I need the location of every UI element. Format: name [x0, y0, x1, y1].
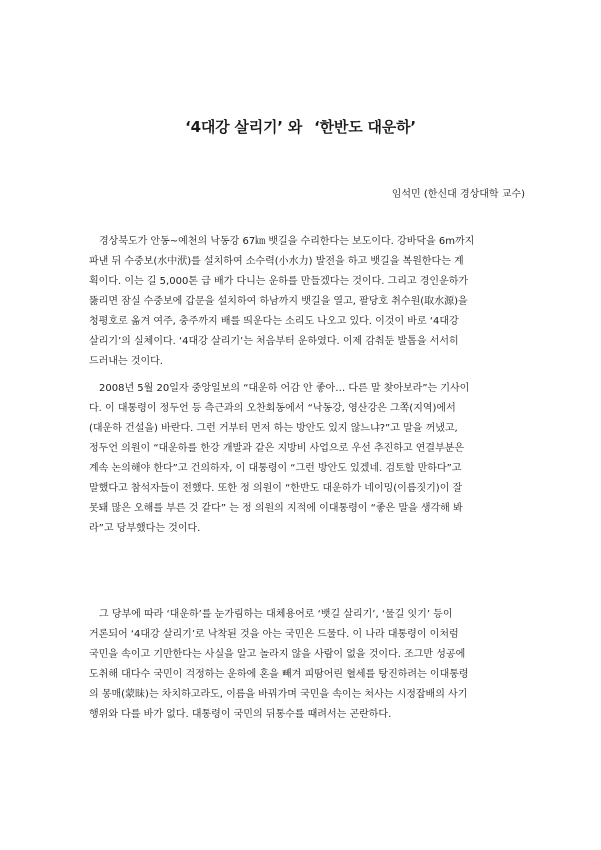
paragraph-line: 2008년 5월 20일자 중앙일보의 “대운하 어감 안 좋아… 다른 말 찾아보라”는 기사이: [99, 383, 470, 394]
paragraph-line: 행위와 다를 바가 없다. 대통령이 국민의 뒤통수를 때려서는 곤란하다.: [89, 709, 392, 720]
paragraph-line: 다. 이 대통령이 정두언 등 측근과의 오찬회동에서 “낙동강, 영산강은 그쪽(지역)에서: [89, 403, 456, 414]
paragraph-line: 거론되어 ‘4대강 살리기’로 낙착된 것을 아는 국민은 드물다. 이 나라 대통령이 이처럼: [89, 629, 459, 640]
paragraph-line: 드러내는 것이다.: [89, 356, 163, 367]
paragraph-line: 그 당부에 따라 ‘대운하’를 눈가림하는 대체용어로 ‘뱃길 살리기’, ‘물길 잇기’ 등이: [99, 609, 453, 620]
page-title: [0, 116, 601, 137]
author-byline: 임석민 (한신대 경상대학 교수): [391, 189, 525, 200]
paragraph-line: 라”고 당부했다는 것이다.: [89, 523, 201, 534]
paragraph-1: [89, 232, 514, 372]
paragraph-line: 도취해 대다수 국민이 걱정하는 운하에 혼을 빼겨 피땀어린 혈세를 탕진하려는 이대통령: [89, 669, 469, 680]
paragraph-line: 정두언 의원이 “대운하를 한강 개발과 같은 지방비 사업으로 우선 추진하고 연결부분은: [89, 443, 465, 454]
paragraph-line: 살리기’의 실체이다. ‘4대강 살리기’는 처음부터 운하였다. 이제 감춰둔 발톱을 서서히: [89, 336, 459, 347]
paragraph-3: [89, 605, 514, 725]
paragraph-line: 못돼 많은 오해를 부른 것 같다” 는 정 의원의 지적에 이대통령이 “좋은 말을 생각해 봐: [89, 503, 463, 514]
paragraph-line: 청평호로 옮겨 여주, 충주까지 배를 띄운다는 소리도 나오고 있다. 이것이 바로 ‘4대강: [89, 316, 459, 327]
paragraph-2: [89, 379, 514, 539]
paragraph-line: (대운하 건설을) 바란다. 그런 거부터 먼저 하는 방안도 있지 않느냐?”고 말을 꺼냈고,: [89, 423, 458, 434]
title-part-1: ‘4대강 살리기’ 와: [185, 118, 303, 136]
paragraph-line: 뚫리면 잠실 수중보에 갑문을 설치하여 하남까지 뱃길을 열고, 팔당호 취수원(取水源)을: [89, 296, 468, 307]
title-part-2: ‘한반도 대운하’: [314, 118, 416, 136]
paragraph-line: 말했다고 참석자들이 전했다. 또한 정 의원이 “한반도 대운하가 네이밍(이름짓기)이 잘: [89, 483, 463, 494]
paragraph-line: 경상북도가 안동~예천의 낙동강 67㎞ 뱃길을 수리한다는 보도이다. 강바닥을 6m까지: [99, 236, 475, 247]
paragraph-line: 계속 논의해야 한다”고 건의하자, 이 대통령이 “그런 방안도 있겠네. 검토할 만하다”고: [89, 463, 462, 474]
paragraph-line: 의 몽매(蒙昧)는 차치하고라도, 이름을 바꿔가며 국민을 속이는 처사는 시정잡배의 사기: [89, 689, 468, 700]
paragraph-line: 국민을 속이고 기만한다는 사실을 알고 놀라지 않을 사람이 없을 것이다. 조그만 성공에: [89, 649, 466, 660]
paragraph-line: 파낸 뒤 수중보(水中洑)를 설치하여 소수력(小水力) 발전을 하고 뱃길을 복원한다는 계: [89, 256, 464, 267]
paragraph-line: 획이다. 이는 길 5,000톤 급 배가 다니는 운하를 만들겠다는 것이다. 그리고 경인운하가: [89, 276, 469, 287]
